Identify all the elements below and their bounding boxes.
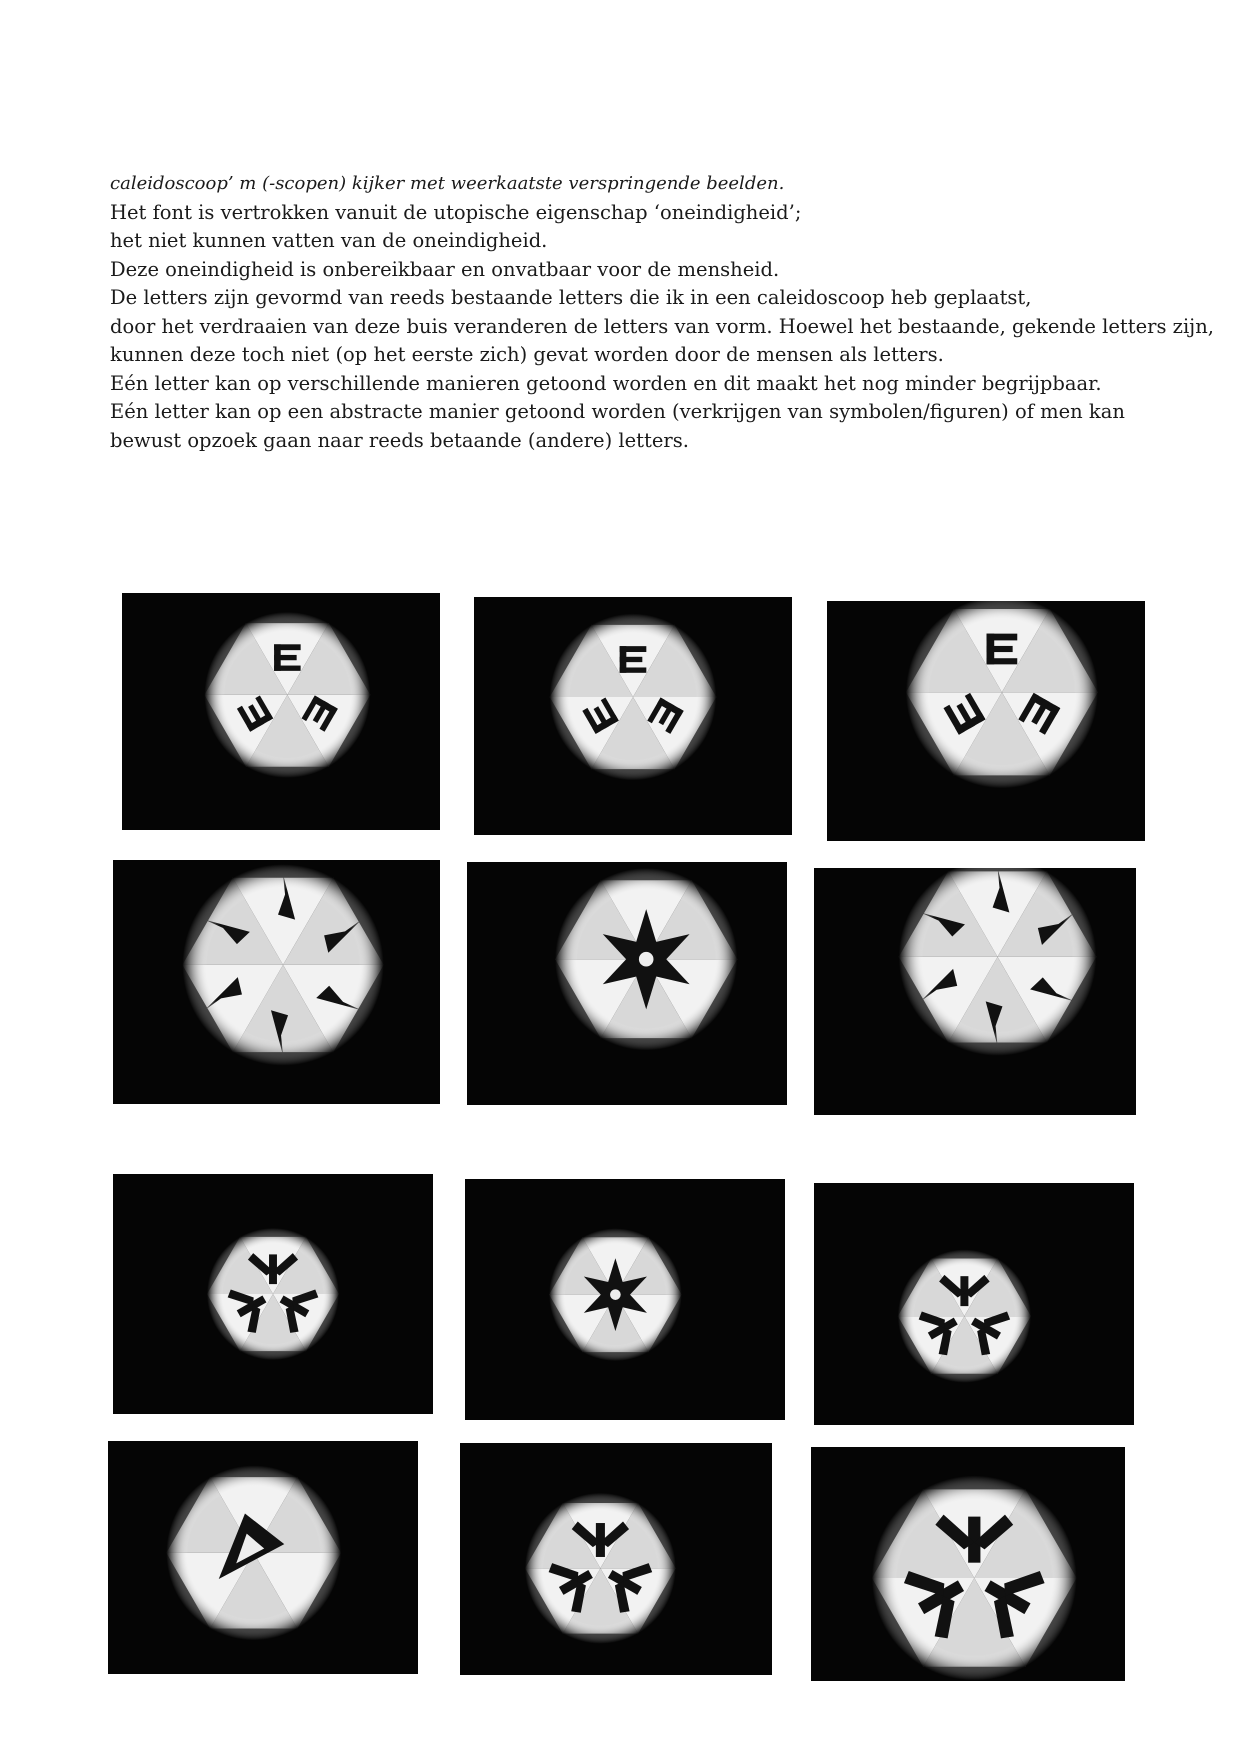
kaleidoscope-photo <box>122 593 440 830</box>
kaleidoscope-photo <box>814 868 1136 1115</box>
kaleidoscope-view <box>122 593 440 830</box>
kaleidoscope-view <box>814 1183 1134 1425</box>
kaleidoscope-view <box>474 597 792 835</box>
kaleidoscope-photo <box>113 1174 433 1414</box>
kaleidoscope-photo <box>467 862 787 1105</box>
dictionary-definition: caleidoscoop’ m (-scopen) kijker met weerkaatste verspringende beelden. <box>110 173 785 194</box>
body-line: Deze oneindigheid is onbereikbaar en onvatbaar voor de mensheid. <box>110 257 780 281</box>
kaleidoscope-photo <box>108 1441 418 1674</box>
kaleidoscope-view <box>113 860 440 1104</box>
kaleidoscope-view <box>811 1447 1125 1681</box>
kaleidoscope-photo <box>811 1447 1125 1681</box>
description-text <box>110 170 1214 455</box>
body-line: kunnen deze toch niet (op het eerste zich) gevat worden door de mensen als letters. <box>110 343 944 366</box>
kaleidoscope-photo <box>460 1443 772 1675</box>
body-line: het niet kunnen vatten van de oneindigheid. <box>110 229 548 252</box>
body-line: Eén letter kan op verschillende manieren getoond worden en dit maakt het nog minder begrijpbaar. <box>110 371 1102 395</box>
body-line: bewust opzoek gaan naar reeds betaande (andere) letters. <box>110 428 689 452</box>
kaleidoscope-photo <box>465 1179 785 1420</box>
kaleidoscope-view <box>113 1174 433 1414</box>
body-line: Eén letter kan op een abstracte manier getoond worden (verkrijgen van symbolen/figuren) of men kan <box>110 400 1125 423</box>
body-line: Het font is vertrokken vanuit de utopische eigenschap ‘oneindigheid’; <box>110 200 802 224</box>
kaleidoscope-photo <box>814 1183 1134 1425</box>
kaleidoscope-photo <box>827 601 1145 841</box>
kaleidoscope-view <box>827 601 1145 841</box>
body-line: door het verdraaien van deze buis veranderen de letters van vorm. Hoewel het bestaande, gekende letters zijn, <box>110 314 1214 338</box>
kaleidoscope-view <box>460 1443 772 1675</box>
kaleidoscope-view <box>465 1179 785 1420</box>
kaleidoscope-view <box>108 1441 418 1674</box>
kaleidoscope-photo <box>474 597 792 835</box>
kaleidoscope-view <box>467 862 787 1105</box>
body-line: De letters zijn gevormd van reeds bestaande letters die ik in een caleidoscoop heb geplaatst, <box>110 286 1032 309</box>
kaleidoscope-photo <box>113 860 440 1104</box>
kaleidoscope-view <box>814 868 1136 1115</box>
